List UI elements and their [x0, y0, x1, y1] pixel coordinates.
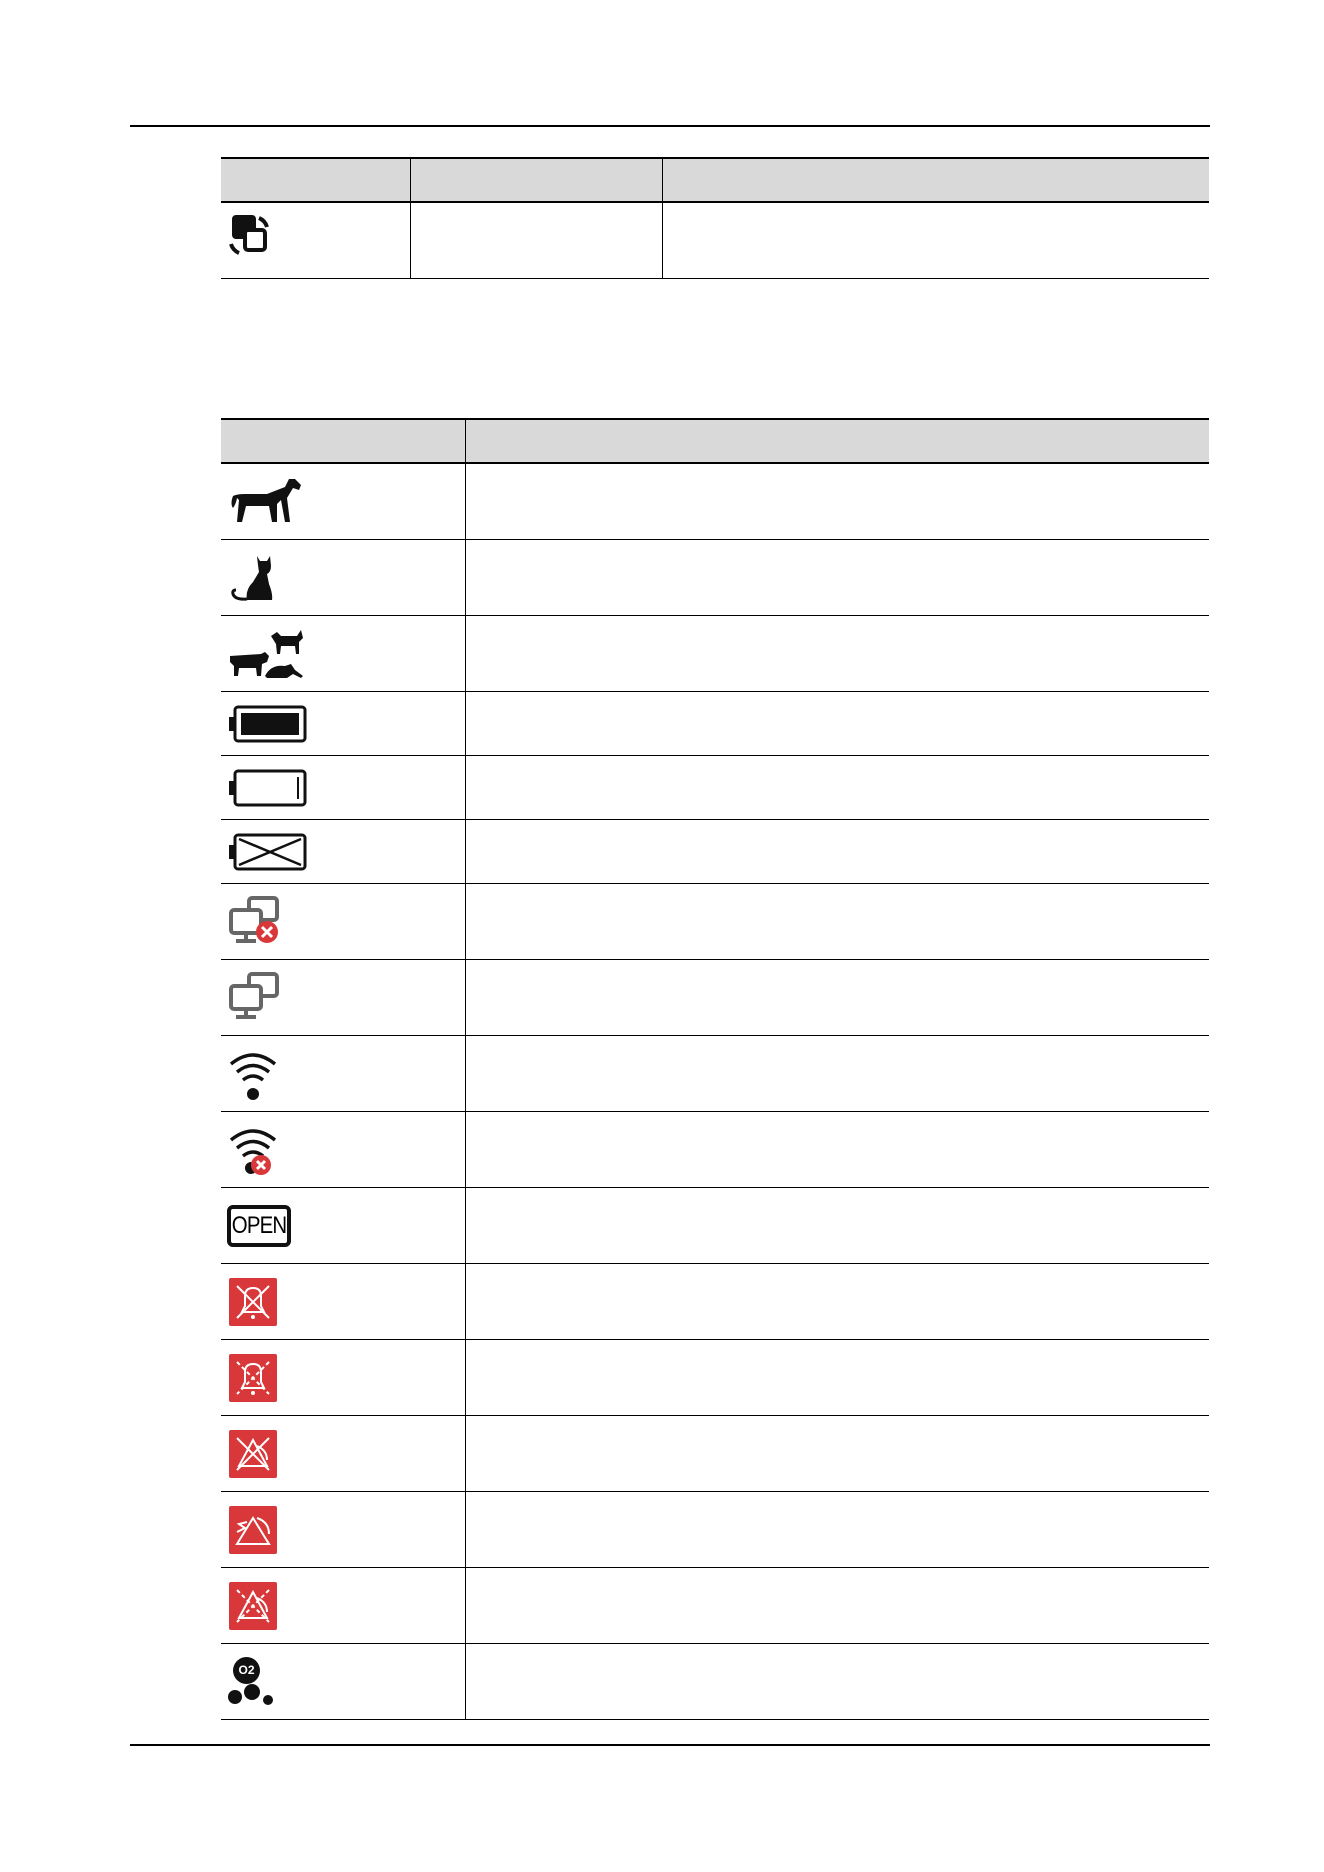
top-rule: [130, 125, 1210, 127]
table-cell: [465, 1340, 1209, 1416]
battery-missing-icon: [227, 832, 307, 872]
table-header-cell: [662, 158, 1209, 202]
table-cell: [465, 1568, 1209, 1644]
table-cell: [465, 1036, 1209, 1112]
table-cell: [465, 960, 1209, 1036]
table-row: [221, 756, 1209, 820]
table-header-cell: [465, 419, 1209, 463]
table-header-cell: [221, 419, 465, 463]
battery-full-icon: [227, 704, 307, 744]
table-cell: [465, 1416, 1209, 1492]
symbol-table-1: [221, 157, 1209, 279]
icon-cell: [221, 756, 465, 820]
table-row: [221, 1492, 1209, 1568]
wifi-disconnected-icon: [227, 1122, 287, 1178]
table-cell: [410, 202, 662, 279]
oxygen-bubble: [263, 1695, 273, 1705]
icon-cell: [221, 1340, 465, 1416]
table-header-cell: [221, 158, 410, 202]
table-row: [221, 960, 1209, 1036]
icon-cell: [221, 202, 410, 279]
wifi-connected-icon: [227, 1046, 287, 1102]
table-header-row: [221, 419, 1209, 463]
icon-cell: [221, 1112, 465, 1188]
table-cell: [465, 820, 1209, 884]
table-cell: [465, 1644, 1209, 1720]
table-cell: [465, 463, 1209, 540]
table-cell: [465, 1264, 1209, 1340]
icon-cell: [221, 1644, 465, 1720]
table-row: [221, 884, 1209, 960]
icon-cell: [221, 884, 465, 960]
table-cell: [662, 202, 1209, 279]
table-cell: [465, 692, 1209, 756]
icon-cell: [221, 1264, 465, 1340]
network-disconnected-icon: [227, 894, 287, 950]
split-screen-icon: [227, 211, 287, 271]
table-row: [221, 820, 1209, 884]
icon-cell: [221, 1416, 465, 1492]
icon-cell: [221, 1492, 465, 1568]
alarm-paused-icon: [227, 1352, 279, 1404]
bottom-rule: [130, 1744, 1210, 1746]
table-row: [221, 1644, 1209, 1720]
table-row: [221, 1036, 1209, 1112]
table-cell: [465, 1492, 1209, 1568]
table-row: [221, 1112, 1209, 1188]
table-cell: [465, 884, 1209, 960]
alarm-off-icon: [227, 1276, 279, 1328]
icon-cell: [221, 1036, 465, 1112]
icon-cell: [221, 540, 465, 616]
oxygen-bubble-large: [233, 1657, 260, 1684]
symbol-table-2: [221, 418, 1209, 1720]
table-row: [221, 692, 1209, 756]
icon-cell: [221, 960, 465, 1036]
table-row: [221, 1416, 1209, 1492]
table-cell: [465, 756, 1209, 820]
battery-low-icon: [227, 768, 307, 808]
table-row: [221, 463, 1209, 540]
network-connected-icon: [227, 970, 287, 1026]
icon-cell: [221, 1188, 465, 1264]
table-row: [221, 202, 1209, 279]
icon-cell: [221, 820, 465, 884]
oxygen-label: O2: [238, 1663, 255, 1677]
table-cell: [465, 616, 1209, 692]
icon-cell: [221, 692, 465, 756]
icon-cell: [221, 616, 465, 692]
oxygen-bubble: [244, 1684, 260, 1700]
icon-cell: [221, 1568, 465, 1644]
table-row: [221, 1568, 1209, 1644]
table-cell: [465, 1188, 1209, 1264]
table-row: [221, 1188, 1209, 1264]
table-cell: [465, 1112, 1209, 1188]
dog-icon: [227, 474, 303, 530]
table-header-cell: [410, 158, 662, 202]
oxygen-icon: [227, 1654, 283, 1710]
cat-icon: [227, 550, 287, 606]
table-row: [221, 1340, 1209, 1416]
table-row: [221, 616, 1209, 692]
table-row: [221, 540, 1209, 616]
icon-cell: [221, 463, 465, 540]
alarm-sound-off-icon: [227, 1428, 279, 1480]
table-cell: [465, 540, 1209, 616]
open-icon-label: OPEN: [231, 1211, 287, 1239]
table-header-row: [221, 158, 1209, 202]
alarm-reset-icon: [227, 1504, 279, 1556]
open-icon: [227, 1205, 291, 1247]
alarm-sound-paused-icon: [227, 1580, 279, 1632]
oxygen-bubble: [228, 1690, 242, 1704]
table-row: [221, 1264, 1209, 1340]
other-animals-icon: [227, 624, 307, 684]
